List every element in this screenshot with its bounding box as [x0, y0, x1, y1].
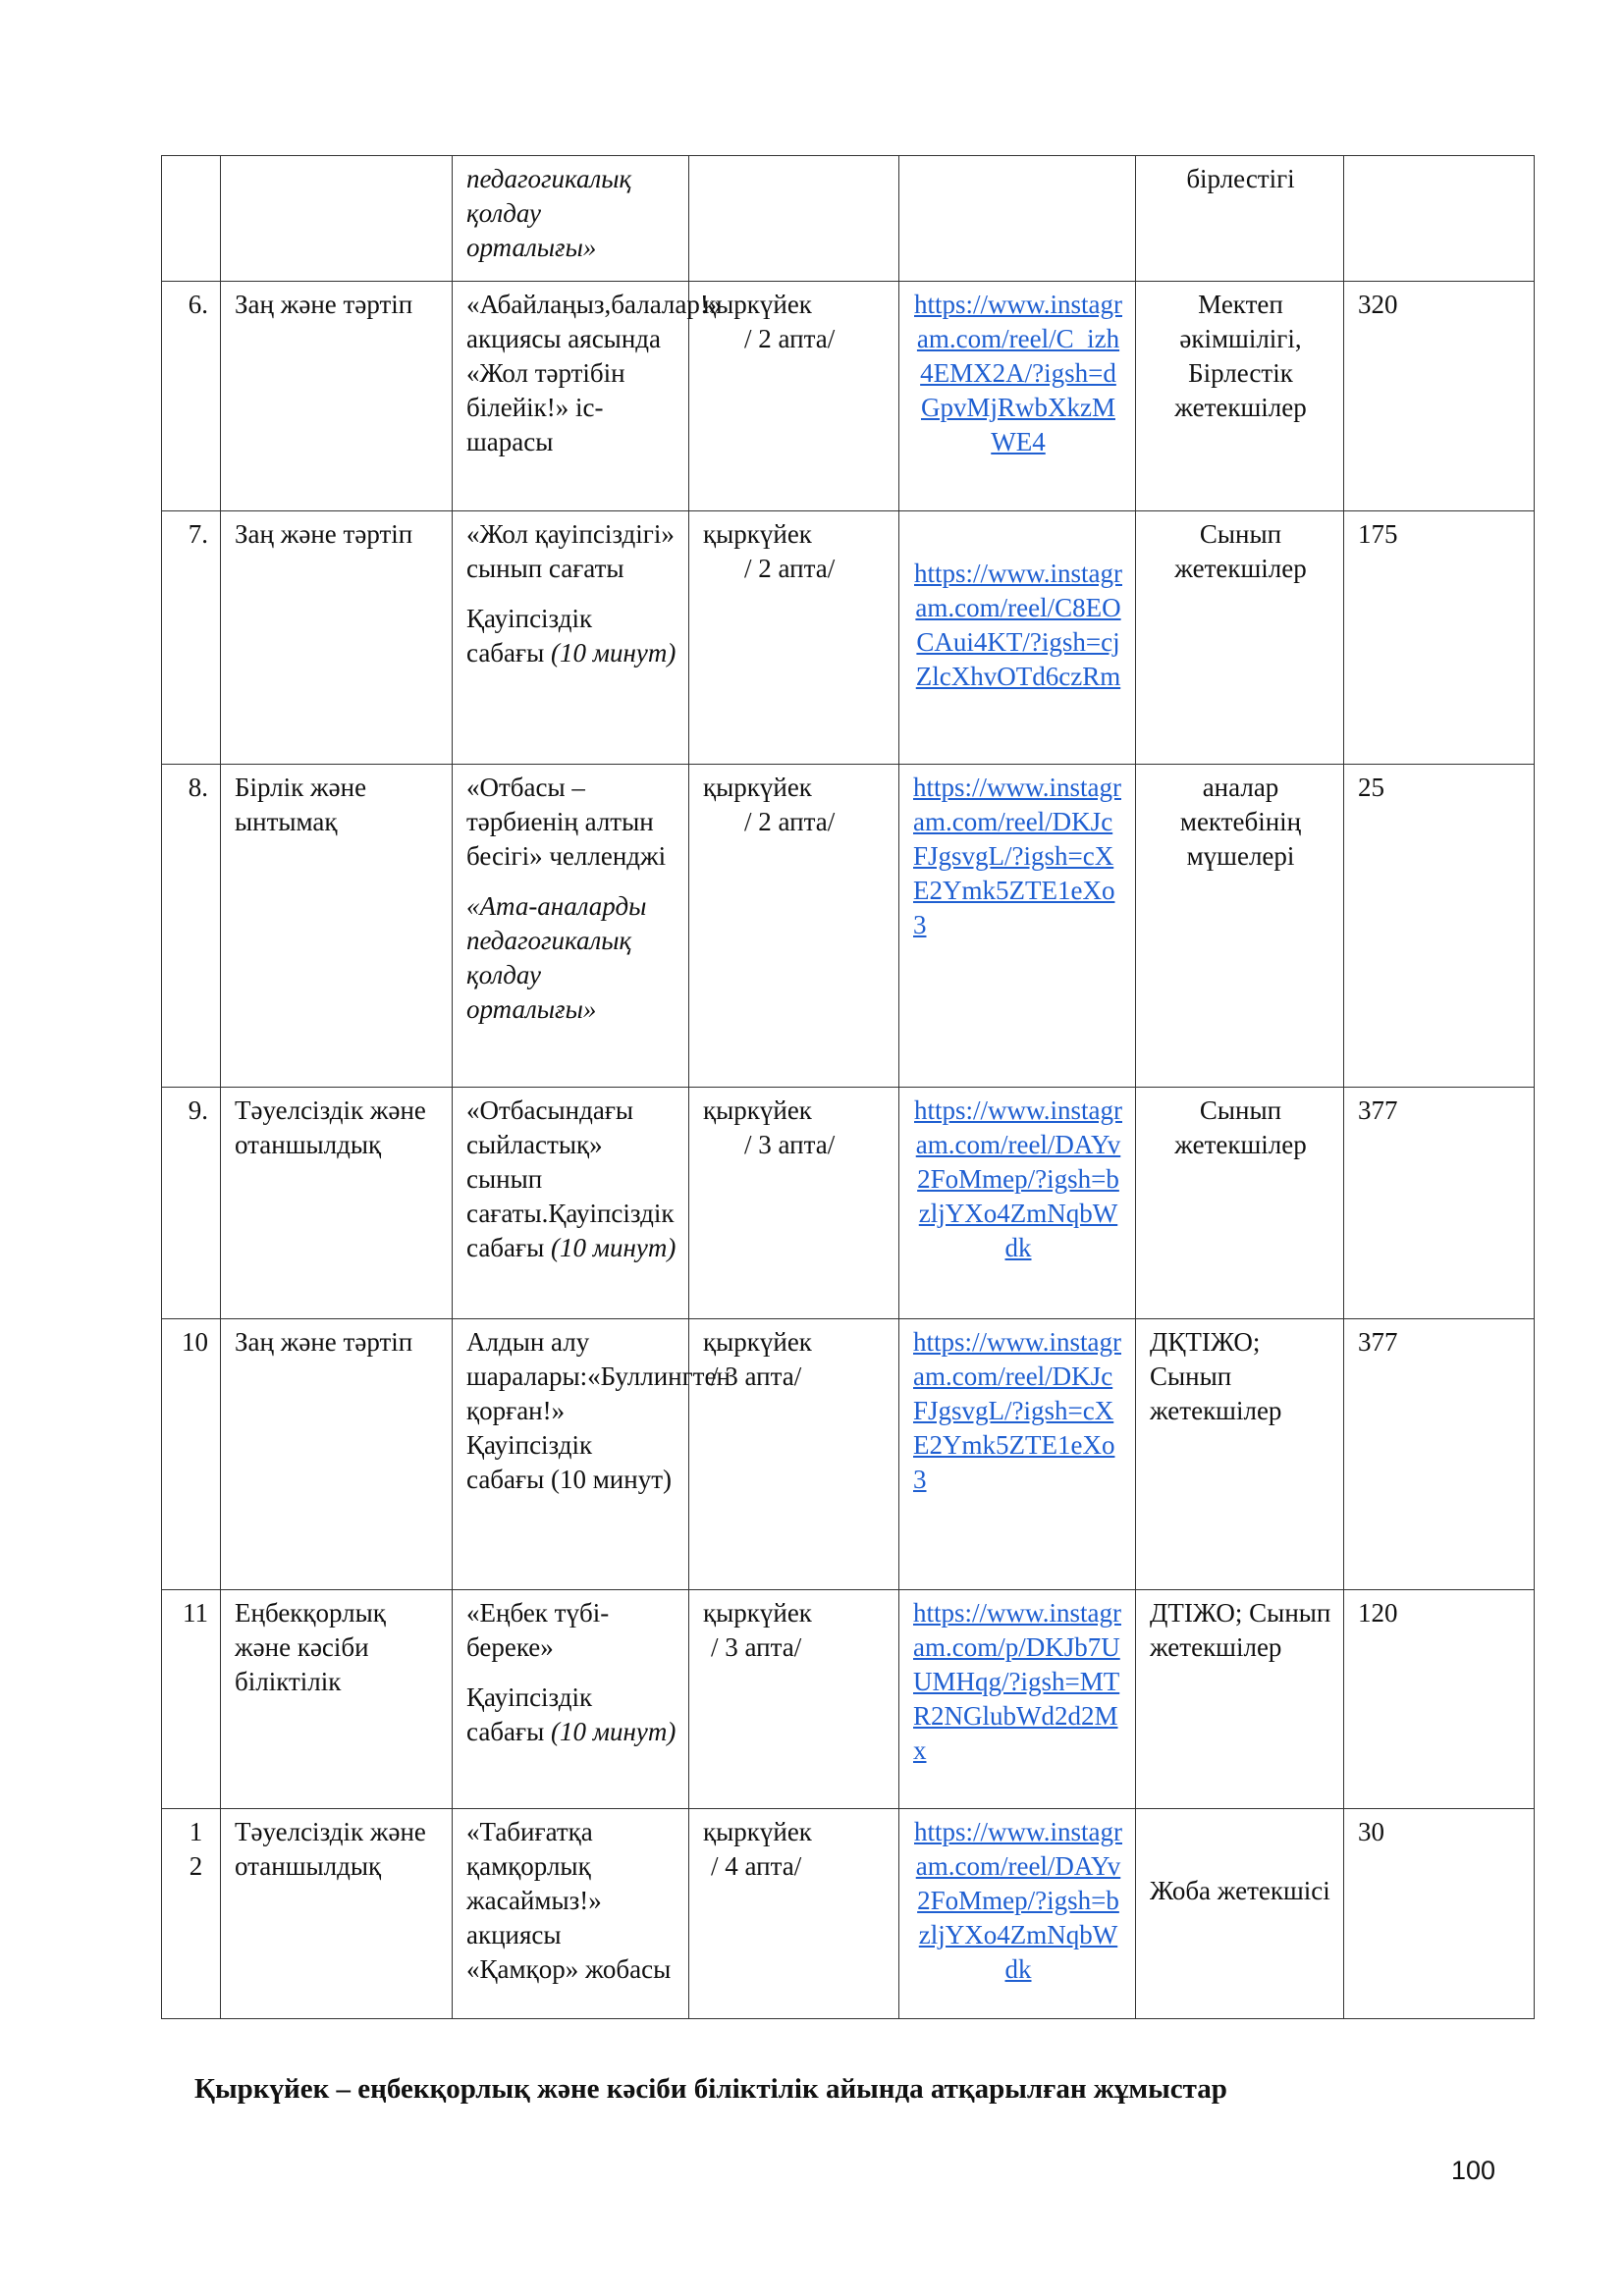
date-cell: [689, 282, 899, 511]
event-italic-text: педагогикалық қолдау орталығы»: [466, 164, 632, 262]
instagram-link[interactable]: https://www.instagram.com/reel/DAYv2FoMmep/?igsh=bzljYXo4ZmNqbWdk: [914, 1095, 1122, 1262]
event-cell: Алдын алу шаралары:«Буллингтен қорған!» Қауіпсіздік сабағы (10 минут): [453, 1319, 689, 1590]
event-duration: (10 минут): [550, 1717, 677, 1746]
date-month: қыркүйек: [703, 519, 812, 549]
row-number-cell: [162, 1809, 221, 2019]
event-cell: [453, 1590, 689, 1809]
responsible-cell: Сынып жетекшілер: [1136, 1088, 1344, 1319]
event-duration: (10 минут): [550, 638, 677, 667]
date-cell: [689, 765, 899, 1088]
count-cell: 320: [1344, 282, 1535, 511]
date-week: / 3 апта/: [711, 1362, 802, 1391]
row-number-cell: 6.: [162, 282, 221, 511]
link-cell: [899, 1590, 1136, 1809]
link-cell: [899, 282, 1136, 511]
instagram-link[interactable]: https://www.instagram.com/p/DKJb7UUMHqg/?igsh=MTR2NGlubWd2d2Mx: [913, 1598, 1121, 1765]
link-cell: [899, 156, 1136, 282]
topic-cell: Еңбекқорлық және кәсіби біліктілік: [221, 1590, 453, 1809]
event-safety-text: Қауіпсіздік сабағы: [466, 1682, 593, 1746]
instagram-link[interactable]: https://www.instagram.com/reel/C_izh4EMX2A/?igsh=dGpvMjRwbXkzMWE4: [914, 290, 1122, 456]
event-text: «Отбасындағы сыйластық» сынып сағаты.Қауіпсіздік сабағы: [466, 1095, 675, 1262]
row-number-cell: 11: [162, 1590, 221, 1809]
event-italic-text: «Ата-аналарды педагогикалық қолдау орталығы»: [466, 891, 647, 1024]
responsible-cell: аналар мектебінің мүшелері: [1136, 765, 1344, 1088]
event-cell: [453, 511, 689, 765]
count-cell: 25: [1344, 765, 1535, 1088]
count-cell: 377: [1344, 1088, 1535, 1319]
table-row: [162, 282, 1535, 511]
event-text: «Отбасы – тәрбиенің алтын бесігі» челленджі: [466, 773, 667, 871]
date-month: қыркүйек: [703, 1598, 812, 1628]
date-cell: [689, 1088, 899, 1319]
date-cell: [689, 1809, 899, 2019]
row-number-part: 1: [189, 1817, 203, 1846]
date-cell: [689, 1319, 899, 1590]
table-row: [162, 1319, 1535, 1590]
topic-cell: Бірлік және ынтымақ: [221, 765, 453, 1088]
count-cell: [1344, 156, 1535, 282]
topic-cell: Заң және тәртіп: [221, 1319, 453, 1590]
responsible-cell: ДТІЖО; Сынып жетекшілер: [1136, 1590, 1344, 1809]
row-number-cell: 10: [162, 1319, 221, 1590]
date-month: қыркүйек: [703, 1327, 812, 1357]
responsible-cell: [1136, 1809, 1344, 2019]
instagram-link[interactable]: https://www.instagram.com/reel/DKJcFJgsvgL/?igsh=cXE2Ymk5ZTE1eXo3: [913, 1327, 1121, 1494]
event-safety-text: Қауіпсіздік сабағы: [466, 604, 593, 667]
topic-cell: Тәуелсіздік және отаншылдық: [221, 1809, 453, 2019]
event-text: «Жол қауіпсіздігі» сынып сағаты: [466, 519, 675, 583]
table-row: [162, 156, 1535, 282]
event-cell: «Табиғатқа қамқорлық жасаймыз!» акциясы «Қамқор» жобасы: [453, 1809, 689, 2019]
date-week: / 3 апта/: [744, 1130, 836, 1159]
instagram-link[interactable]: https://www.instagram.com/reel/DKJcFJgsvgL/?igsh=cXE2Ymk5ZTE1eXo3: [913, 773, 1121, 939]
event-cell: [453, 765, 689, 1088]
table-row: [162, 765, 1535, 1088]
event-cell: «Абайлаңыз,балалар!» акциясы аясында «Жол тәртібін білейік!» іс-шарасы: [453, 282, 689, 511]
responsible-cell: ДҚТІЖО; Сынып жетекшілер: [1136, 1319, 1344, 1590]
date-week: / 4 апта/: [711, 1851, 802, 1881]
count-cell: 377: [1344, 1319, 1535, 1590]
date-month: қыркүйек: [703, 773, 812, 802]
responsible-cell: Мектеп әкімшілігі, Бірлестік жетекшілер: [1136, 282, 1344, 511]
date-week: / 2 апта/: [744, 324, 836, 353]
count-cell: 120: [1344, 1590, 1535, 1809]
event-cell: [453, 1088, 689, 1319]
row-number-part: 2: [189, 1851, 203, 1881]
link-cell: [899, 1319, 1136, 1590]
link-cell: [899, 1809, 1136, 2019]
instagram-link[interactable]: https://www.instagram.com/reel/DAYv2FoMmep/?igsh=bzljYXo4ZmNqbWdk: [914, 1817, 1122, 1984]
event-cell: [453, 156, 689, 282]
responsible-cell: Сынып жетекшілер: [1136, 511, 1344, 765]
date-month: қыркүйек: [703, 290, 812, 319]
date-cell: [689, 1590, 899, 1809]
table-row: [162, 1809, 1535, 2019]
topic-cell: [221, 156, 453, 282]
date-month: қыркүйек: [703, 1095, 812, 1125]
date-week: / 3 апта/: [711, 1632, 802, 1662]
link-cell: [899, 511, 1136, 765]
link-cell: [899, 1088, 1136, 1319]
count-cell: 30: [1344, 1809, 1535, 2019]
count-cell: 175: [1344, 511, 1535, 765]
responsible-text: Жоба жетекшісі: [1150, 1876, 1330, 1905]
table-row: [162, 1590, 1535, 1809]
link-cell: [899, 765, 1136, 1088]
date-month: қыркүйек: [703, 1817, 812, 1846]
topic-cell: Заң және тәртіп: [221, 282, 453, 511]
row-number-cell: 7.: [162, 511, 221, 765]
table-row: [162, 511, 1535, 765]
instagram-link[interactable]: https://www.instagram.com/reel/C8EOCAui4KT/?igsh=cjZlcXhvOTd6czRm: [914, 559, 1122, 691]
page-number: 100: [1451, 2156, 1496, 2185]
date-week: / 2 апта/: [744, 807, 836, 836]
event-duration: (10 минут): [550, 1233, 677, 1262]
responsible-cell: бірлестігі: [1136, 156, 1344, 282]
event-text: «Еңбек түбі- береке»: [466, 1598, 610, 1662]
row-number-cell: 8.: [162, 765, 221, 1088]
date-week: / 2 апта/: [744, 554, 836, 583]
events-table: [161, 155, 1535, 2019]
date-cell: [689, 156, 899, 282]
topic-cell: Тәуелсіздік және отаншылдық: [221, 1088, 453, 1319]
table-row: [162, 1088, 1535, 1319]
date-cell: [689, 511, 899, 765]
section-caption: Қыркүйек – еңбекқорлық және кәсіби біліктілік айында атқарылған жұмыстар: [194, 2073, 1227, 2105]
topic-cell: Заң және тәртіп: [221, 511, 453, 765]
row-number-cell: [162, 156, 221, 282]
row-number-cell: 9.: [162, 1088, 221, 1319]
